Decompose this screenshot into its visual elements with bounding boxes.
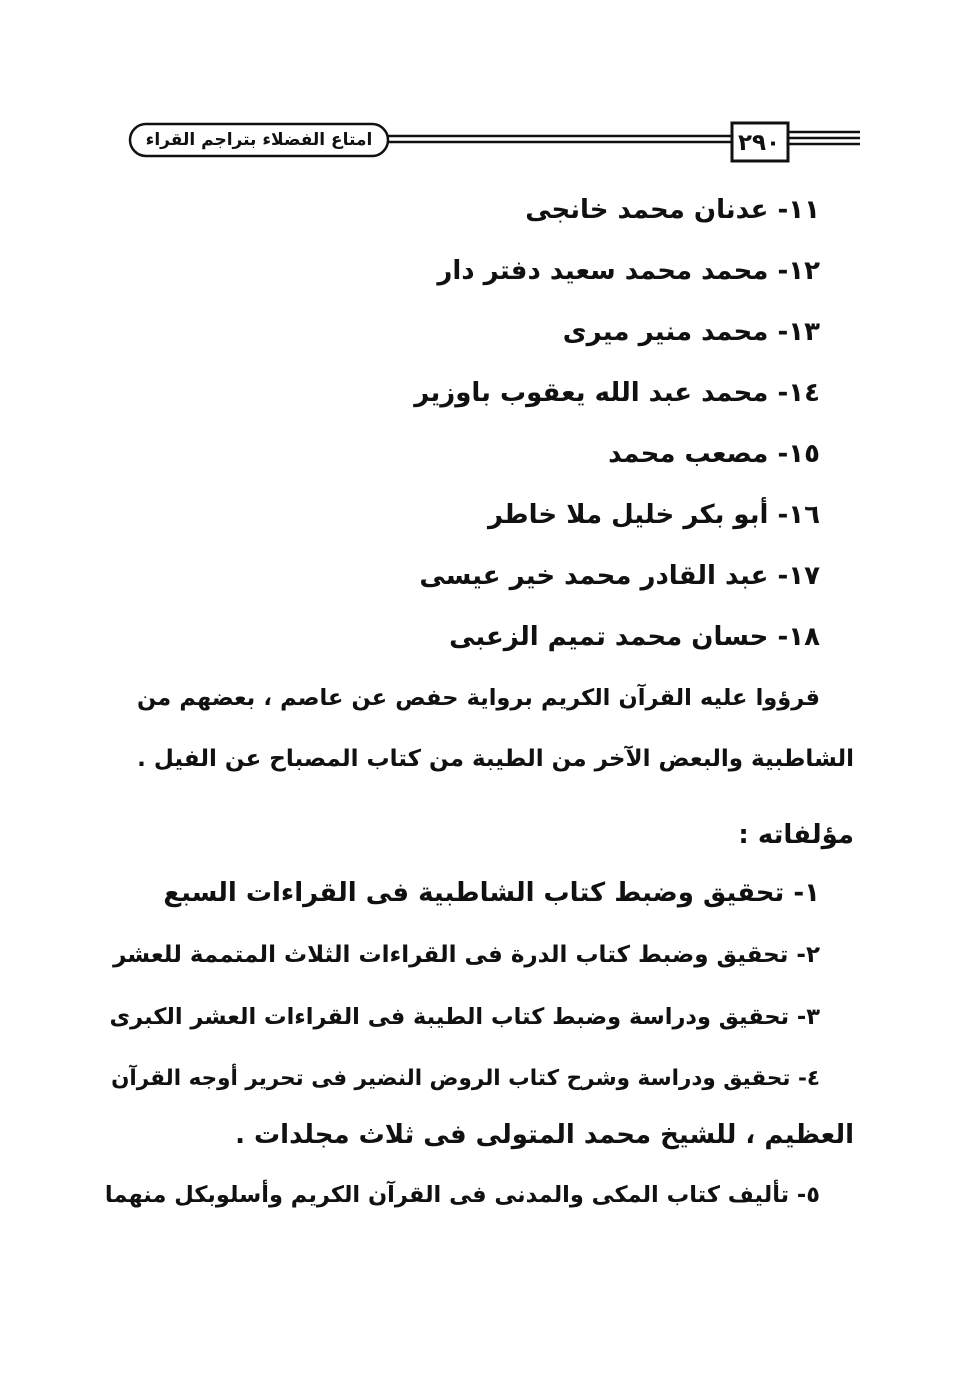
page-number: ٢٩٠ <box>737 130 781 156</box>
list-item: ١٦- أبو بكر خليل ملا خاطر <box>487 500 820 530</box>
list-item: ٢- تحقيق وضبط كتاب الدرة فى القراءات الثلاث المتممة للعشر <box>113 942 820 968</box>
paragraph-line: قرؤوا عليه القرآن الكريم برواية حفص عن عاصم ، بعضهم من <box>137 685 820 711</box>
list-item: ١٤- محمد عبد الله يعقوب باوزير <box>414 378 820 408</box>
list-item: ١٣- محمد منير ميرى <box>562 317 820 347</box>
running-header <box>128 118 862 166</box>
list-item: ١٥- مصعب محمد <box>608 439 820 469</box>
list-item-continuation: العظيم ، للشيخ محمد المتولى فى ثلاث مجلدات . <box>235 1120 854 1150</box>
book-title: امتاع الفضلاء بتراجم القراء <box>145 130 373 150</box>
paragraph-line: الشاطبية والبعض الآخر من الطيبة من كتاب المصباح عن الفيل . <box>137 746 854 772</box>
list-item: ١٢- محمد محمد سعيد دفتر دار <box>437 256 820 286</box>
list-item: ٥- تأليف كتاب المكى والمدنى فى القرآن الكريم وأسلوبكل منهما <box>104 1182 820 1208</box>
list-item: ١١- عدنان محمد خانجى <box>525 195 820 225</box>
list-item: ٣- تحقيق ودراسة وضبط كتاب الطيبة فى القراءات العشر الكبرى <box>109 1004 820 1030</box>
section-heading: مؤلفاته : <box>738 820 854 850</box>
list-item: ١- تحقيق وضبط كتاب الشاطبية فى القراءات السبع <box>163 878 820 908</box>
list-item: ٤- تحقيق ودراسة وشرح كتاب الروض النضير فى تحرير أوجه القرآن <box>111 1066 820 1091</box>
list-item: ١٧- عبد القادر محمد خير عيسى <box>419 561 820 591</box>
list-item: ١٨- حسان محمد تميم الزعبى <box>449 622 820 652</box>
